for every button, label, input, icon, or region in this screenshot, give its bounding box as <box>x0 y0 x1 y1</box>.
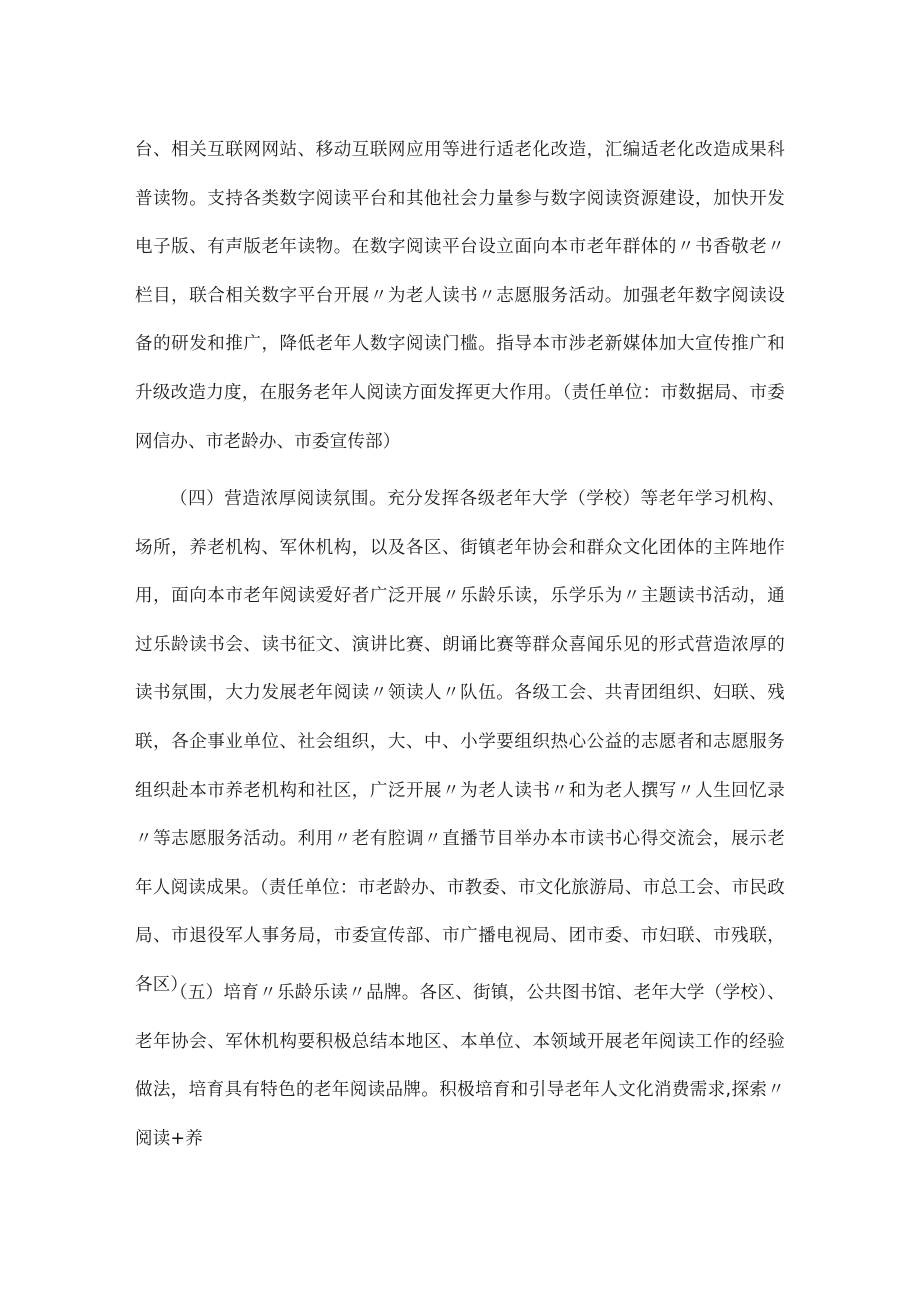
paragraph-section-four: （四）营造浓厚阅读氛围。充分发挥各级老年大学（学校）等老年学习机构、场所，养老机构、军休机构，以及各区、街镇老年协会和群众文化团体的主阵地作用，面向本市老年阅读爱好者广泛开展〃乐龄乐读，乐学乐为〃主题读书活动，通过乐龄读书会、读书征文、演讲比赛、朗诵比赛等群众喜闻乐见的形式营造浓厚的读书氛围，大力发展老年阅读〃领读人〃队伍。各级工会、共青团组织、妇联、残联，各企事业单位、社会组织，大、中、小学要组织热心公益的志愿者和志愿服务组织赴本市养老机构和社区，广泛开展〃为老人读书〃和为老人撰写〃人生回忆录〃等志愿服务活动。利用〃老有腔调〃直播节目举办本市读书心得交流会，展示老年人阅读成果。（责任单位：市老龄办、市教委、市文化旅游局、市总工会、市民政局、市退役军人事务局，市委宣传部、市广播电视局、团市委、市妇联、市残联，各区） <box>135 489 785 995</box>
paragraph-section-five: （五）培育〃乐龄乐读〃品牌。各区、街镇，公共图书馆、老年大学（学校）、老年协会、军休机构要积极总结本地区、本单位、本领域开展老年阅读工作的经验做法，培育具有特色的老年阅读品牌。积极培育和引导老年人文化消费需求,探索〃阅读+养 <box>135 983 785 1149</box>
paragraph-continued: 台、相关互联网网站、移动互联网应用等进行适老化改造，汇编适老化改造成果科普读物。支持各类数字阅读平台和其他社会力量参与数字阅读资源建设，加快开发电子版、有声版老年读物。在数字阅读平台设立面向本市老年群体的〃书香敬老〃栏目，联合相关数字平台开展〃为老人读书〃志愿服务活动。加强老年数字阅读设备的研发和推广，降低老年人数字阅读门槛。指导本市涉老新媒体加大宣传推广和升级改造力度，在服务老年人阅读方面发挥更大作用。（责任单位：市数据局、市委网信办、市老龄办、市委宣传部） <box>135 140 785 452</box>
